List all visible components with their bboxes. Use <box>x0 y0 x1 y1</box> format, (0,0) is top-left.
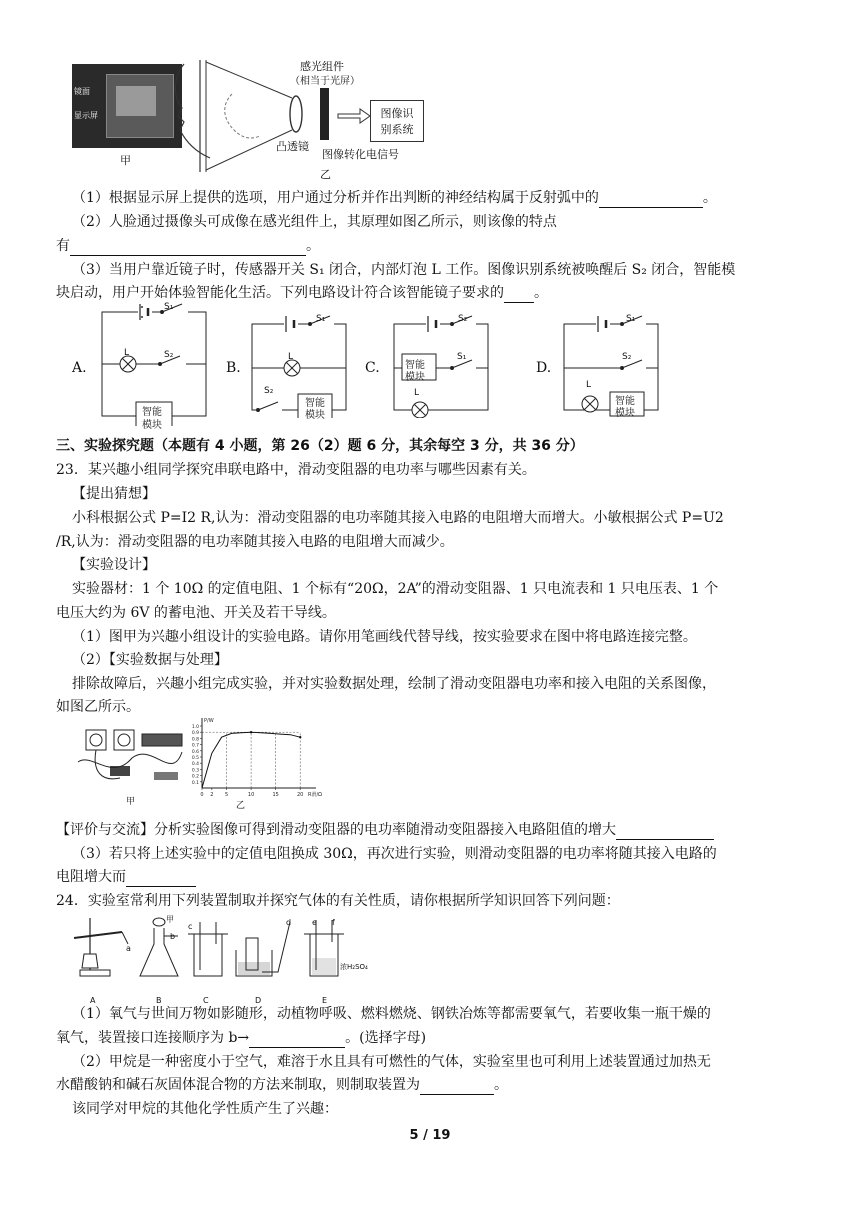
q23-hypothesis-2: /R,认为：滑动变阻器的电功率随其接入电路的电阻增大而减少。 <box>56 534 454 550</box>
port-c: c <box>188 922 193 931</box>
sensor-plate <box>320 88 329 140</box>
x-axis-label: R滑/Ω <box>308 792 322 798</box>
chart-plot <box>192 718 322 798</box>
page-number: 5 / 19 <box>409 1128 451 1143</box>
data-point <box>299 736 301 738</box>
answer-blank-4[interactable] <box>616 823 714 840</box>
port-a: a <box>126 944 131 953</box>
option-b-label[interactable]: B. <box>226 360 241 376</box>
circuit-a-s1: S₁ <box>164 302 174 312</box>
circuit-c-lamp: L <box>414 388 420 398</box>
circuit-b-module-2: 模块 <box>305 410 325 421</box>
q23-intro: 23．某兴趣小组同学探究串联电路中，滑动变阻器的电功率与哪些因素有关。 <box>56 462 536 478</box>
circuit-d <box>560 314 664 418</box>
q23-evaluation <box>56 820 714 840</box>
arrow-shape <box>338 109 370 123</box>
image-recognition-box <box>370 100 424 142</box>
x-tick-label: 20 <box>296 792 304 798</box>
smart-mirror-photo <box>72 64 182 148</box>
photo-detail <box>116 86 156 116</box>
y-tick-label: 0.6 <box>191 749 199 755</box>
port-e: e <box>312 918 317 927</box>
q22-part3a: （3）当用户靠近镜子时，传感器开关 S₁ 闭合，内部灯泡 L 工作。图像识别系统被唤醒后 S₂ 闭合，智能模 <box>72 262 736 278</box>
circuit-d-module-1: 智能 <box>615 396 635 407</box>
y-axis-label: P/W <box>204 718 214 724</box>
q23-evaluation-text: 【评价与交流】分析实验图像可得到滑动变阻器的电功率随滑动变阻器接入电路阻值的增大 <box>56 822 616 838</box>
q23-step-2: （2）【实验数据与处理】 <box>72 652 228 668</box>
circuit-c-module-2: 模块 <box>405 372 425 383</box>
x-tick-label: 15 <box>272 792 279 798</box>
y-tick-label: 0.4 <box>191 762 199 768</box>
answer-blank-2[interactable] <box>70 239 306 256</box>
circuit-b-module-1: 智能 <box>305 398 325 409</box>
apparatus-label-c: C <box>203 996 209 1005</box>
port-d: d <box>286 918 292 927</box>
y-tick-label: 0.8 <box>191 737 199 743</box>
x-tick-label: 0 <box>200 792 204 798</box>
option-c-label[interactable]: C. <box>365 360 380 376</box>
answer-blank-3[interactable] <box>504 286 534 303</box>
x-tick-label: 2 <box>210 792 214 798</box>
circuit-d-lamp: L <box>586 380 592 390</box>
circuit-d-s2: S₂ <box>622 352 632 362</box>
gas-apparatus <box>66 914 386 996</box>
circuit-a-module-2: 模块 <box>142 420 162 431</box>
q24-part2b <box>56 1075 508 1095</box>
y-tick-label: 0.3 <box>191 768 199 774</box>
signal-label: 图像转化电信号 <box>322 148 399 161</box>
port-b: b <box>170 932 176 941</box>
option-a-label[interactable]: A. <box>72 360 87 376</box>
q23-step-3b <box>56 867 196 887</box>
q23-hypothesis-1: 小科根据公式 P=I2 R,认为：滑动变阻器的电功率随其接入电路的电阻增大而增大。小敏根据公式 P=U2 <box>72 510 724 526</box>
circuit-d-s1: S₁ <box>626 314 636 324</box>
q23-materials-2: 电压大约为 6V 的蓄电池、开关及若干导线。 <box>56 605 336 621</box>
q24-part1b <box>56 1028 426 1048</box>
photo-label-mirror: 镜面 <box>74 87 90 96</box>
system-label-1: 图像识 <box>380 107 414 120</box>
answer-blank-7[interactable] <box>420 1078 494 1095</box>
option-d-label[interactable]: D. <box>536 360 552 376</box>
face-dashed <box>225 94 260 138</box>
circuit-a-lamp: L <box>124 348 130 358</box>
q22-part2b-end: 。 <box>306 238 320 254</box>
power-chart <box>180 714 330 804</box>
q22-part3b-text: 块启动，用户开始体验智能化生活。下列电路设计符合该智能镜子要求的 <box>56 285 504 301</box>
caption-b: 乙 <box>320 168 331 181</box>
photo-label-screen: 显示屏 <box>74 111 98 120</box>
circuit-d-module-2: 模块 <box>615 408 635 419</box>
q24-intro: 24．实验室常利用下列装置制取并探究气体的有关性质，请你根据所学知识回答下列问题： <box>56 893 620 909</box>
y-tick-label: 0.1 <box>191 780 199 786</box>
answer-blank-1[interactable] <box>599 191 703 208</box>
circuit-a-s2: S₂ <box>164 350 174 360</box>
lens-label: 凸透镜 <box>276 140 309 153</box>
q22-part1-end: 。 <box>702 190 717 206</box>
sensor-label: 感光组件 <box>300 60 344 73</box>
circuit-c-s2: S₂ <box>458 314 468 324</box>
data-point <box>250 731 252 733</box>
ray-top <box>206 62 292 98</box>
q24-part1a: （1）氧气与世间万物如影随形，动植物呼吸、燃料燃烧、钢铁冶炼等都需要氧气，若要收集一瓶干燥的 <box>72 1006 711 1022</box>
acid-label: 浓H₂SO₄ <box>340 963 368 971</box>
circuit-c-module-1: 智能 <box>405 360 425 371</box>
apparatus-label-b: B <box>156 996 162 1005</box>
q22-part3b <box>56 283 548 303</box>
answer-blank-6[interactable] <box>249 1031 345 1048</box>
y-tick-label: 0.2 <box>191 774 199 780</box>
circuit-b-s1: S₁ <box>316 314 326 324</box>
q22-part3b-end: 。 <box>534 285 548 301</box>
x-tick-label: 10 <box>247 792 255 798</box>
circuit-c-s1: S₁ <box>457 352 467 362</box>
circuit-b-s2: S₂ <box>264 386 274 396</box>
port-f: f <box>332 918 335 927</box>
apparatus-label-e: E <box>322 996 328 1005</box>
q23-hypothesis-heading: 【提出猜想】 <box>72 486 156 502</box>
q23-step-1: （1）图甲为兴趣小组设计的实验电路。请你用笔画线代替导线，按实验要求在图中将电路连接完整。 <box>72 629 697 645</box>
q24-part2b-end: 。 <box>494 1077 508 1093</box>
apparatus-diagram <box>72 722 192 804</box>
photo-caption: 甲 <box>120 154 131 167</box>
q22-part2b <box>56 236 320 256</box>
q22-part1 <box>72 188 717 208</box>
q23-step-3a: （3）若只将上述实验中的定值电阻换成 30Ω，再次进行实验，则滑动变阻器的电功率将随其接入电路的 <box>72 846 717 862</box>
q24-part2b-text: 水醋酸钠和碱石灰固体混合物的方法来制取，则制取装置为 <box>56 1077 420 1093</box>
q23-data-2: 如图乙所示。 <box>56 699 140 715</box>
q23-step-3b-text: 电阻增大而 <box>56 869 126 885</box>
q22-part1-text: （1）根据显示屏上提供的选项，用户通过分析并作出判断的神经结构属于反射弧中的 <box>72 190 599 206</box>
convex-lens <box>290 96 302 132</box>
q22-part2: （2）人脸通过摄像头可成像在感光组件上，其原理如图乙所示，则该像的特点 <box>72 214 557 230</box>
circuit-b <box>248 314 352 418</box>
y-tick-label: 0.5 <box>191 756 199 761</box>
apparatus-label-a: A <box>90 996 96 1005</box>
fig23-caption-a: 甲 <box>126 797 136 807</box>
q22-part2b-text: 有 <box>56 238 70 254</box>
q23-design-heading: 【实验设计】 <box>72 557 156 573</box>
q24-part2a: （2）甲烷是一种密度小于空气，难溶于水且具有可燃性的气体，实验室里也可利用上述装置通过加热无 <box>72 1054 711 1070</box>
fig23-caption-b: 乙 <box>236 801 246 811</box>
y-tick-label: 1.0 <box>191 725 199 730</box>
q23-materials-1: 实验器材：1 个 10Ω 的定值电阻、1 个标有“20Ω，2A”的滑动变阻器、1 只电流表和 1 只电压表、1 个 <box>72 581 719 597</box>
system-label-2: 别系统 <box>380 123 414 136</box>
answer-blank-5[interactable] <box>126 870 196 887</box>
y-tick-label: 0.7 <box>191 743 199 749</box>
q23-data-1: 排除故障后，兴趣小组完成实验，并对实验数据处理，绘制了滑动变阻器电功率和接入电阻的关系图像， <box>72 676 716 692</box>
face-outline <box>175 64 210 158</box>
funnel-label: 甲 <box>166 915 174 924</box>
circuit-b-lamp: L <box>288 352 294 362</box>
x-tick-label: 5 <box>224 792 229 798</box>
q24-part1b-end: 。(选择字母) <box>345 1030 427 1046</box>
circuit-a-module-1: 智能 <box>142 407 162 418</box>
q24-part1b-text: 氧气，装置接口连接顺序为 b→ <box>56 1030 250 1046</box>
q24-part3: 该同学对甲烷的其他化学性质产生了兴趣： <box>72 1101 338 1117</box>
sensor-note: （相当于光屏） <box>290 76 360 87</box>
section-3-title: 三、实验探究题（本题有 4 小题，第 26（2）题 6 分，其余每空 3 分，共 36 分） <box>56 438 584 454</box>
y-tick-label: 0.9 <box>191 731 199 737</box>
apparatus-label-d: D <box>255 996 262 1005</box>
